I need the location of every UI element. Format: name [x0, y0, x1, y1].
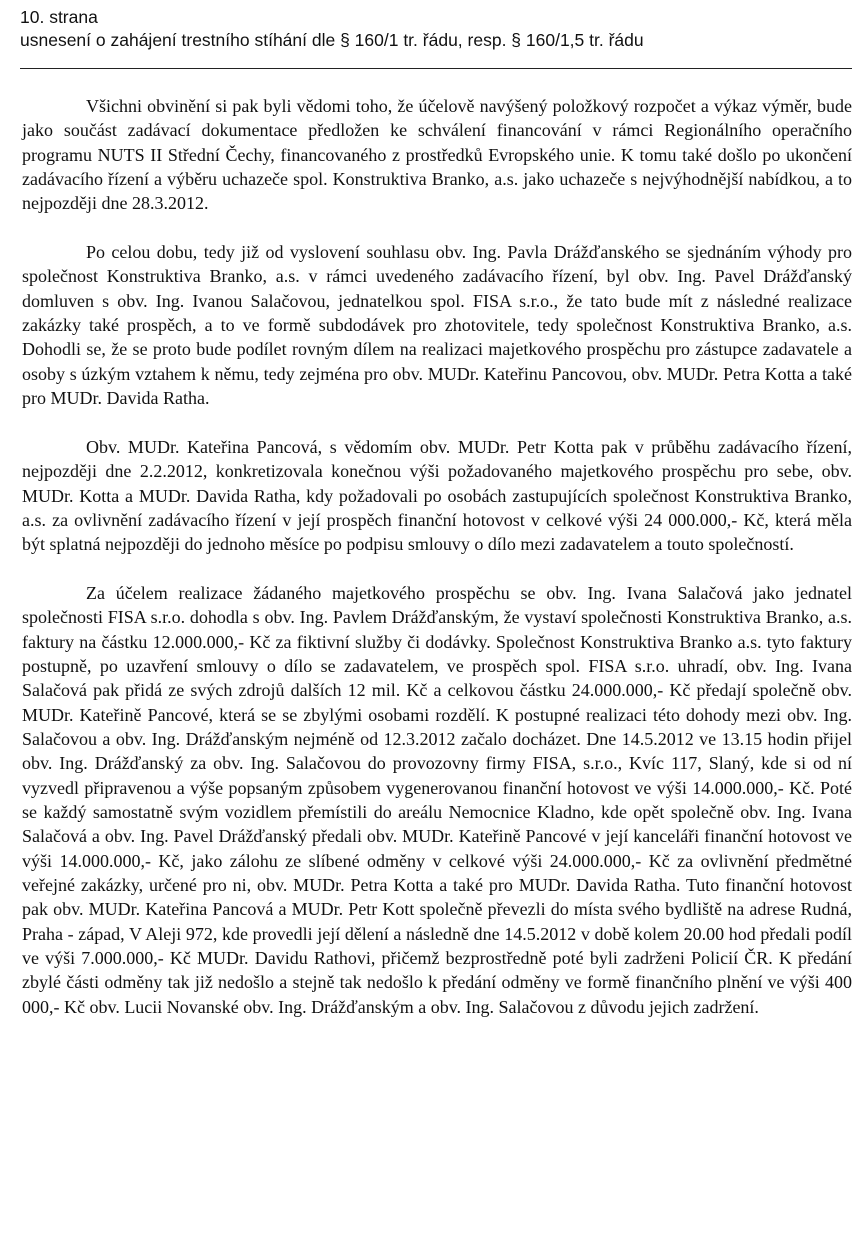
paragraph-1: Všichni obvinění si pak byli vědomi toho, že účelově navýšený položkový rozpočet a výkaz výměr, bude jako součást zadávací dokumentace předložen ke schválení financování v rámci Regionálního operačního programu NUTS II Střední Čechy, financovaného z prostředků Evropského unie. K tomu také došlo po ukončení zadávacího řízení a výběru uchazeče spol. Konstruktiva Branko, a.s. jako uchazeče s nejvýhodnější nabídkou, a to nejpozději dne 28.3.2012. — [22, 96, 852, 214]
paragraph-4: Za účelem realizace žádaného majetkového prospěchu se obv. Ing. Ivana Salačová jako jednatel společnosti FISA s.r.o. dohodla s obv. Ing. Pavlem Drážďanským, že vystaví společnosti Konstruktiva Branko, a.s. faktury na částku 12.000.000,- Kč za fiktivní služby či dodávky. Společnost Konstruktiva Branko a.s. tyto faktury postupně, po uzavření smlouvy o dílo se zadavatelem, ve prospěch spol. FISA s.r.o. uhradí, obv. Ing. Ivana Salačová pak přidá ze svých zdrojů dalších 12 mil. Kč a celkovou částku 24.000.000,- Kč předají společně obv. MUDr. Kateřině Pancové, která se se zbylými osobami rozdělí. K postupné realizaci této dohody mezi obv. Ing. Salačovou a obv. Ing. Drážďanským nejméně od 12.3.2012 začalo docházet. Dne 14.5.2012 ve 13.15 hodin přijel obv. Ing. Drážďanský za obv. Ing. Salačovou do provozovny firmy FISA, s.r.o., Kvíc 117, Slaný, kde si od ní vyzvedl připravenou a výše popsaným způsobem vygenerovanou finanční hotovost ve výši 14.000.000,- Kč. Poté se každý samostatně svým vozidlem přemístili do areálu Nemocnice Kladno, kde opět společně obv. Ing. Ivana Salačová a obv. Ing. Pavel Drážďanský předali obv. MUDr. Kateřině Pancové v její kanceláři finanční hotovost ve výši 14.000.000,- Kč, jako zálohu ze slíbené odměny v celkové výši 24.000.000,- Kč za ovlivnění předmětné veřejné zakázky, určené pro ni, obv. MUDr. Petra Kotta a také pro MUDr. Davida Ratha. Tuto finanční hotovost pak obv. MUDr. Kateřina Pancová a MUDr. Petr Kott společně převezli do místa svého bydliště na adrese Rudná, Praha - západ, V Aleji 972, kde provedli její dělení a následně dne 14.5.2012 v době kolem 20.00 hod předali podíl ve výši 7.000.000,- Kč MUDr. Davidu Rathovi, přičemž bezprostředně poté byli zadrženi Policií ČR. K předání zbylé části odměny tak již nedošlo a stejně tak nedošlo k předání odměny ve formě finančního plnění ve výši 400 000,- Kč obv. Lucii Novanské obv. Ing. Drážďanským a obv. Ing. Salačovou z důvodu jejich zadržení. — [22, 582, 852, 1017]
page-number-label: 10. strana — [20, 7, 98, 27]
page-header — [20, 6, 852, 52]
document-title: usnesení o zahájení trestního stíhání dle § 160/1 tr. řádu, resp. § 160/1,5 tr. řádu — [20, 30, 644, 50]
paragraph-2: Po celou dobu, tedy již od vyslovení souhlasu obv. Ing. Pavla Drážďanského se sjednáním výhody pro společnost Konstruktiva Branko, a.s. v rámci uvedeného zadávacího řízení, byl obv. Ing. Pavel Drážďanský domluven s obv. Ing. Ivanou Salačovou, jednatelkou spol. FISA s.r.o., že tato bude mít z následné realizace zakázky také prospěch, a to ve formě subdodávek pro zhotovitele, tedy společnost Konstruktiva Branko, a.s. Dohodli se, že se proto bude podílet rovným dílem na realizaci majetkového prospěchu pro zástupce zadavatele a osoby s úzkým vztahem k němu, tedy zejména pro obv. MUDr. Kateřinu Pancovou, obv. MUDr. Petra Kotta a také pro MUDr. Davida Ratha. — [22, 242, 852, 409]
document-body — [22, 94, 852, 1019]
paragraph-3: Obv. MUDr. Kateřina Pancová, s vědomím obv. MUDr. Petr Kotta pak v průběhu zadávacího řízení, nejpozději dne 2.2.2012, konkretizovala konečnou výši požadovaného majetkového prospěchu pro sebe, obv. MUDr. Kotta a MUDr. Davida Ratha, kdy požadovali po osobách zastupujících společnost Konstruktiva Branko, a.s. za ovlivnění zadávacího řízení v její prospěch finanční hotovost v celkové výši 24 000.000,- Kč, která měla být splatná nejpozději do jednoho měsíce po podpisu smlouvy o dílo mezi zadavatelem a touto společností. — [22, 436, 852, 555]
header-divider — [20, 68, 852, 69]
